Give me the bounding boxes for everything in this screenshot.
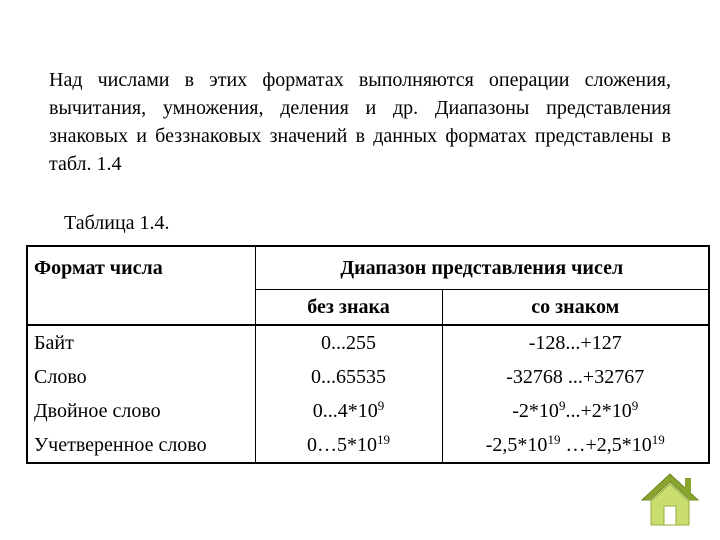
ranges-table [26, 245, 710, 464]
row-unsigned: 0...65535 [255, 360, 442, 394]
row-signed: -128...+127 [442, 325, 709, 360]
row-signed: $-2*10^9...+2*10^9$ [442, 394, 709, 428]
row-format: Слово [27, 360, 255, 394]
table-caption: Таблица 1.4. [64, 212, 170, 234]
row-unsigned: $0\dots 5*10^{19}$ [255, 428, 442, 463]
row-unsigned: $0...4*10^9$ [255, 394, 442, 428]
table-row [27, 428, 709, 463]
home-icon[interactable] [640, 470, 700, 528]
subheader-signed: со знаком [442, 290, 709, 326]
row-signed: -32768 ...+32767 [442, 360, 709, 394]
home-door [664, 506, 676, 525]
header-format-spacer [27, 290, 255, 326]
header-range: Диапазон представления чисел [255, 246, 709, 290]
table-row [27, 325, 709, 360]
table-row [27, 360, 709, 394]
row-format: Байт [27, 325, 255, 360]
table-subheader-row [27, 290, 709, 326]
row-signed: $-2,5*10^{19}$ $\dots+2,5*10^{19}$ [442, 428, 709, 463]
table-header-row [27, 246, 709, 290]
row-format: Двойное слово [27, 394, 255, 428]
header-format: Формат числа [27, 246, 255, 290]
row-unsigned: 0...255 [255, 325, 442, 360]
body-paragraph: Над числами в этих форматах выполняются операции сложения, вычитания, умножения, деления и др. Диапазоны представления знаковых и беззнаковых значений в данных форматах представлены в табл. 1.4 [49, 69, 671, 175]
row-format: Учетверенное слово [27, 428, 255, 463]
subheader-unsigned: без знака [255, 290, 442, 326]
table-row [27, 394, 709, 428]
